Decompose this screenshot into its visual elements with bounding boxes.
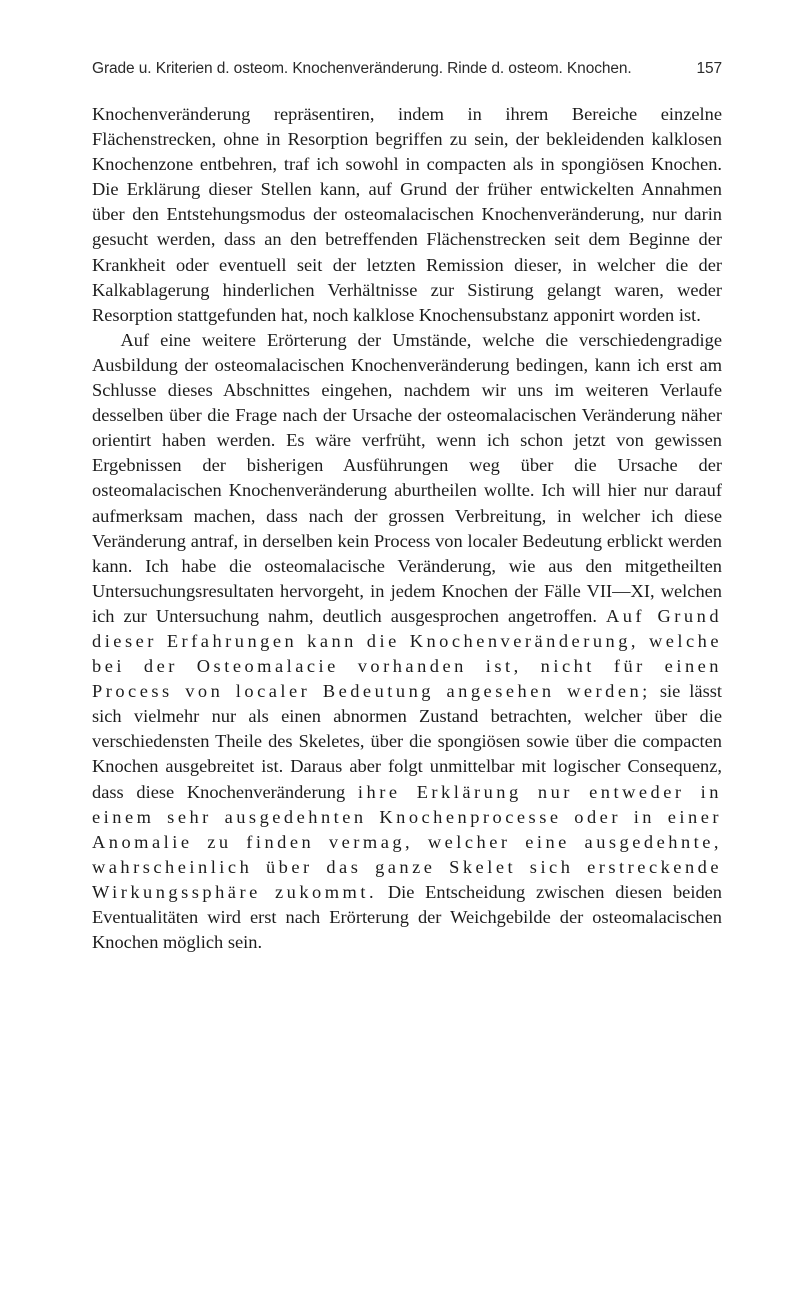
emphasis-spaced-1: Auf Grund dieser Erfahrungen kann die Knochenveränderung, welche bei der Osteomalacie vorhanden ist, nicht für einen Process von localer Bedeutung angesehen werden; — [92, 605, 723, 702]
body-text — [92, 102, 722, 955]
running-title: Grade u. Kriterien d. osteom. Knochenveränderung. Rinde d. osteom. Knochen. — [92, 60, 632, 77]
emphasis-spaced-2: ihre Erklärung nur entweder in einem sehr ausgedehnten Knochenprocesse oder in einer Anomalie zu finden vermag, welcher eine ausgedehnte, wahrscheinlich über das ganze Skelet sich erstreckende Wirkungssphäre zukommt. — [92, 781, 722, 902]
paragraph-1-text: Knochenveränderung repräsentiren, indem in ihrem Bereiche einzelne Flächenstrecken, ohne in Resorption begriffen zu sein, der bekleidenden kalklosen Knochenzone entbehren, traf ich sowohl in compacten als in spongiösen Knochen. Die Erklärung dieser Stellen kann, auf Grund der früher entwickelten Annahmen über den Entstehungsmodus der osteomalacischen Knochenveränderung, nur darin gesucht werden, dass an den betreffenden Flächenstrecken seit dem Beginne der Krankheit oder eventuell seit der letzten Remission dieser, in welcher die der Kalkablagerung hinderlichen Verhältnisse zur Sistirung gelangt waren, weder Resorption stattgefunden hat, noch kalklose Knochensubstanz apponirt worden ist. — [92, 104, 722, 325]
paragraph-2-text-c: Die Entscheidung zwischen diesen beiden Eventualitäten wird erst nach Erörterung der Weichgebilde der osteomalacischen Knochen möglich sein. — [92, 881, 722, 953]
paragraph-1 — [92, 102, 722, 328]
paragraph-2-text-b: sie lässt sich vielmehr nur als einen abnormen Zustand betrachten, welcher über die verschiedensten Theile des Skeletes, über die spongiösen sowie über die compacten Knochen ausgebreitet ist. Daraus aber folgt unmittelbar mit logischer Consequenz, dass diese Knochenveränderung — [92, 681, 722, 802]
page-number: 157 — [696, 60, 722, 77]
document-page — [92, 60, 722, 955]
running-header — [92, 60, 722, 82]
paragraph-2-text-a: Auf eine weitere Erörterung der Umstände, welche die verschiedengradige Ausbildung der osteomalacischen Knochenveränderung bedingen, kann ich erst am Schlusse dieses Abschnittes eingehen, nachdem wir uns im weiteren Verlaufe desselben über die Frage nach der Ursache der osteomalacischen Veränderung näher orientirt haben werden. Es wäre verfrüht, wenn ich schon jetzt von gewissen Ergebnissen der bisherigen Ausführungen weg über die Ursache der osteomalacischen Knochenveränderung aburtheilen wollte. Ich will hier nur darauf aufmerksam machen, dass nach der grossen Verbreitung, in welcher ich diese Veränderung antraf, in derselben kein Process von localer Bedeutung erblickt werden kann. Ich habe die osteomalacische Veränderung, wie aus den mitgetheilten Untersuchungsresultaten hervorgeht, in jedem Knochen der Fälle VII—XI, welchen ich zur Untersuchung nahm, deutlich ausgesprochen angetroffen. — [92, 329, 722, 626]
paragraph-2 — [92, 328, 722, 955]
